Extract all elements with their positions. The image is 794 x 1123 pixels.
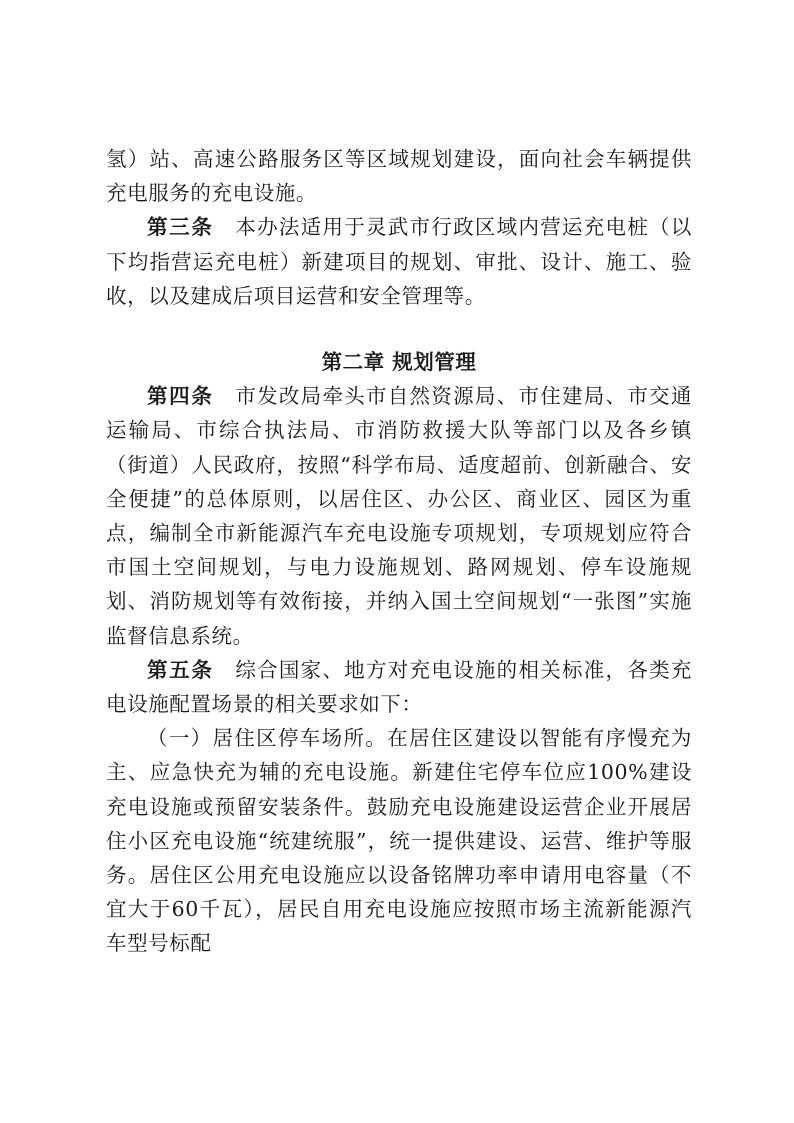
- article-4-label: 第四条: [147, 384, 214, 409]
- article-5-text: 综合国家、地方对充电设施的相关标准，各类充电设施配置场景的相关要求如下：: [106, 657, 692, 717]
- chapter-2-title: 第二章 规划管理: [321, 350, 477, 375]
- article-5-label: 第五条: [147, 657, 214, 682]
- article-3: [106, 210, 692, 313]
- article-4: [106, 379, 692, 653]
- document-page: [106, 142, 692, 961]
- article-5: [106, 653, 692, 721]
- article-3-label: 第三条: [147, 215, 214, 240]
- article-5-item-1: （一）居住区停车场所。在居住区建设以智能有序慢充为主、应急快充为辅的充电设施。新建住宅停车位应100%建设充电设施或预留安装条件。鼓励充电设施建设运营企业开展居住小区充电设施“统建统服”，统一提供建设、运营、维护等服务。居住区公用充电设施应以设备铭牌功率申请用电容量（不宜大于60千瓦），居民自用充电设施应按照市场主流新能源汽车型号标配: [106, 726, 692, 956]
- paragraph-continuation: 氢）站、高速公路服务区等区域规划建设，面向社会车辆提供充电服务的充电设施。: [106, 147, 692, 206]
- article-4-text: 市发改局牵头市自然资源局、市住建局、市交通运输局、市综合执法局、市消防救援大队等部门以及各乡镇（街道）人民政府，按照“科学布局、适度超前、创新融合、安全便捷”的总体原则，以居住区、办公区、商业区、园区为重点，编制全市新能源汽车充电设施专项规划，专项规划应符合市国土空间规划，与电力设施规划、路网规划、停车设施规划、消防规划等有效衔接，并纳入国土空间规划“一张图”实施监督信息系统。: [106, 384, 692, 648]
- article-3-text: 本办法适用于灵武市行政区域内营运充电桩（以下均指营运充电桩）新建项目的规划、审批、设计、施工、验收，以及建成后项目运营和安全管理等。: [106, 215, 692, 308]
